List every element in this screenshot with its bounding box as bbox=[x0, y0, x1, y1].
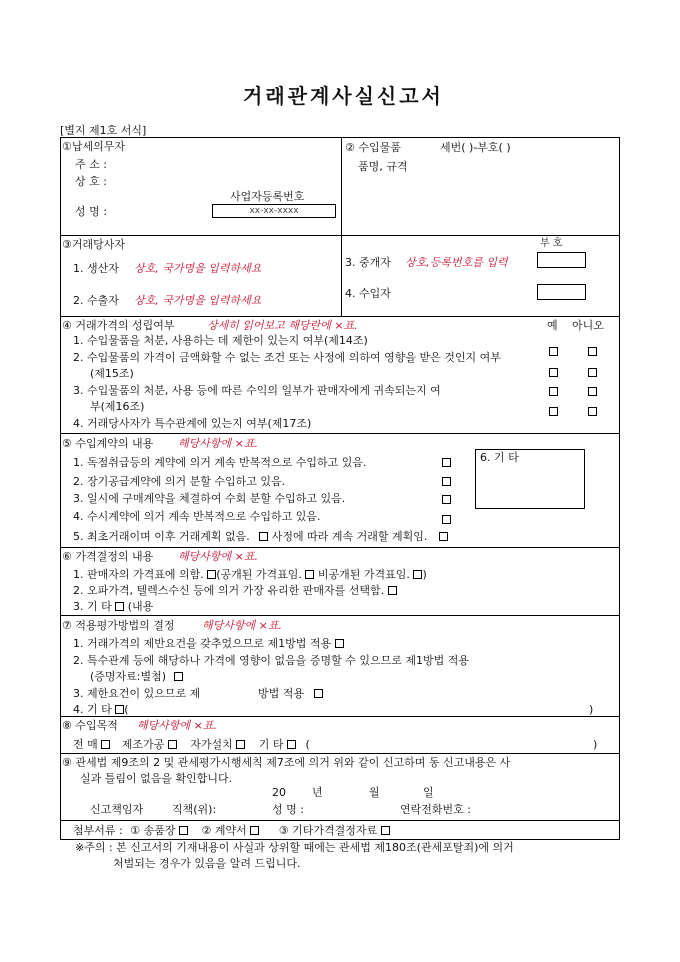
checkbox[interactable] bbox=[549, 407, 558, 416]
pricing-l1b: (공개된 가격표임. bbox=[216, 568, 302, 581]
checkbox[interactable] bbox=[388, 586, 397, 595]
note-line-2: 처벌되는 경우가 있음을 알려 드립니다. bbox=[113, 857, 301, 870]
divider bbox=[341, 137, 342, 235]
checkbox[interactable] bbox=[314, 689, 323, 698]
contract-item-5 bbox=[73, 530, 448, 544]
checkbox[interactable] bbox=[549, 347, 558, 356]
company-label: 상 호 : bbox=[75, 175, 107, 188]
attach-label: 첨부서류 : bbox=[73, 824, 123, 837]
checkbox[interactable] bbox=[588, 387, 597, 396]
checkbox[interactable] bbox=[442, 495, 451, 504]
pricing-hint: 해당사항에 ×표. bbox=[178, 550, 258, 563]
date-day-label: 일 bbox=[423, 786, 434, 799]
contract-item-5b: 사정에 따라 계속 거래할 계획임. bbox=[271, 530, 428, 543]
checkbox[interactable] bbox=[168, 740, 177, 749]
contract-item: 3. 일시에 구매계약을 체결하여 수회 분할 수입하고 있음. bbox=[73, 492, 346, 505]
attach-other: ③ 기타가격결정자료 bbox=[278, 824, 378, 837]
broker-code-field[interactable] bbox=[537, 252, 586, 268]
transaction-item: 3. 수입물품의 처분, 사용 등에 따른 수익의 일부가 판매자에게 귀속되는지 여 bbox=[73, 384, 441, 397]
contract-hint: 해당사항에 ×표. bbox=[178, 437, 258, 450]
pricing-l3b: (내용 bbox=[127, 600, 154, 613]
attach-invoice: ① 송품장 bbox=[130, 824, 176, 837]
divider bbox=[60, 716, 620, 717]
goods-header: ② 수입물품 bbox=[345, 141, 401, 154]
page-title: 거래관계사실신고서 bbox=[243, 84, 444, 108]
exporter-label: 2. 수출자 bbox=[73, 294, 119, 307]
date-month-label: 월 bbox=[369, 786, 380, 799]
valuation-line-2b bbox=[90, 670, 183, 684]
valuation-l4: 4. 기 타 bbox=[73, 703, 112, 716]
checkbox[interactable] bbox=[442, 477, 451, 486]
divider bbox=[60, 820, 620, 821]
checkbox[interactable] bbox=[588, 347, 597, 356]
importer-label: 4. 수입자 bbox=[345, 287, 391, 300]
checkbox[interactable] bbox=[207, 570, 216, 579]
importer-code-field[interactable] bbox=[537, 284, 586, 300]
checkbox[interactable] bbox=[305, 570, 314, 579]
checkbox[interactable] bbox=[236, 740, 245, 749]
checkbox[interactable] bbox=[335, 639, 344, 648]
valuation-close: ) bbox=[589, 703, 594, 716]
purpose-header: ⑧ 수입목적 bbox=[62, 719, 118, 732]
purpose-options bbox=[73, 738, 310, 752]
pricing-l1d: ) bbox=[422, 568, 427, 581]
purpose-own-use: 자가설치 bbox=[190, 738, 233, 751]
broker-label: 3. 중개자 bbox=[345, 256, 391, 269]
biz-reg-value: xx-xx-xxxx bbox=[249, 206, 299, 216]
date-year-prefix: 20 bbox=[272, 786, 286, 799]
taxpayer-header: ①납세의무자 bbox=[62, 140, 125, 153]
name-label: 성 명 : bbox=[75, 205, 107, 218]
transaction-item: 2. 수입물품의 가격이 금액화할 수 없는 조건 또는 사정에 의하여 영향을 받은 것인지 여부 bbox=[73, 351, 501, 364]
exporter-hint[interactable]: 상호, 국가명을 입력하세요 bbox=[134, 294, 262, 307]
no-label: 아니오 bbox=[572, 319, 604, 332]
transaction-item: 4. 거래당사자가 특수관계에 있는지 여부(제17조) bbox=[73, 417, 312, 430]
biz-reg-label: 사업자등록번호 bbox=[230, 190, 305, 203]
spec-label: 품명, 규격 bbox=[358, 160, 408, 173]
valuation-header: ⑦ 적용평가방법의 결정 bbox=[62, 619, 175, 632]
pricing-line-1 bbox=[73, 568, 427, 582]
producer-hint[interactable]: 상호, 국가명을 입력하세요 bbox=[134, 262, 262, 275]
pricing-line-3 bbox=[73, 600, 153, 614]
purpose-hint: 해당사항에 ×표. bbox=[137, 719, 217, 732]
purpose-process: 제조가공 bbox=[121, 738, 165, 751]
pricing-l1c: 비공개된 가격표임. bbox=[317, 568, 410, 581]
divider bbox=[60, 753, 620, 754]
valuation-l3b: 방법 적용 bbox=[258, 687, 305, 700]
purpose-resale: 전 매 bbox=[73, 738, 98, 751]
checkbox[interactable] bbox=[549, 387, 558, 396]
valuation-line-3b bbox=[258, 687, 323, 701]
pricing-line-2 bbox=[73, 584, 397, 598]
checkbox[interactable] bbox=[250, 826, 259, 835]
pricing-header: ⑥ 가격결정의 내용 bbox=[62, 550, 154, 563]
valuation-line-1 bbox=[73, 637, 344, 651]
other-label: 6. 기 타 bbox=[480, 451, 519, 464]
valuation-hint: 해당사항에 ×표. bbox=[202, 619, 282, 632]
code-header: 부 호 bbox=[540, 238, 563, 249]
date-year-label: 년 bbox=[312, 786, 323, 799]
contract-item: 1. 독점취급등의 계약에 의거 계속 반복적으로 수입하고 있음. bbox=[73, 456, 367, 469]
divider bbox=[60, 235, 620, 236]
attach-contract: ② 계약서 bbox=[201, 824, 247, 837]
transaction-item: 1. 수입물품을 처분, 사용하는 데 제한이 있는지 여부(제14조) bbox=[73, 334, 368, 347]
signer-label: 신고책임자 bbox=[90, 803, 144, 816]
transaction-item: (제15조) bbox=[90, 367, 134, 380]
contract-item: 4. 수시계약에 의거 계속 반복적으로 수입하고 있음. bbox=[73, 510, 321, 523]
transaction-item: 부(제16조) bbox=[90, 400, 145, 413]
contract-item: 2. 장기공급계약에 의거 분할 수입하고 있음. bbox=[73, 475, 286, 488]
valuation-l3a: 3. 제한요건이 있으므로 제 bbox=[73, 687, 201, 700]
divider bbox=[60, 615, 620, 616]
purpose-paren-open: ( bbox=[305, 738, 310, 751]
form-label: [별지 제1호 서식] bbox=[60, 124, 147, 137]
purpose-paren-close: ) bbox=[593, 738, 598, 751]
divider bbox=[341, 235, 342, 316]
note-line-1: ※주의 : 본 신고서의 기재내용이 사실과 상위할 때에는 관세법 제180조(관세포탈죄)에 의거 bbox=[75, 841, 514, 854]
divider bbox=[60, 547, 620, 548]
transaction-header: ④ 거래가격의 성립여부 bbox=[62, 319, 175, 332]
checkbox[interactable] bbox=[381, 826, 390, 835]
position-label: 직책(위): bbox=[172, 803, 217, 816]
broker-hint[interactable]: 상호,등록번호를 입력 bbox=[405, 256, 508, 269]
phone-label: 연락전화번호 : bbox=[400, 803, 471, 816]
producer-label: 1. 생산자 bbox=[73, 262, 119, 275]
checkbox[interactable] bbox=[179, 826, 188, 835]
hs-code: 세번( )-부호( ) bbox=[440, 141, 511, 154]
checkbox[interactable] bbox=[442, 515, 451, 524]
declaration-text-1: ⑨ 관세법 제9조의 2 및 관세평가시행세칙 제7조에 의거 위와 같이 신고하며 동 신고내용은 사 bbox=[62, 756, 511, 769]
checkbox[interactable] bbox=[588, 368, 597, 377]
checkbox[interactable] bbox=[259, 532, 268, 541]
contract-item-5a: 5. 최초거래이며 이후 거래계획 없음. bbox=[73, 530, 250, 543]
valuation-l1: 1. 거래가격의 제반요건을 갖추었으므로 제1방법 적용 bbox=[73, 637, 332, 650]
checkbox[interactable] bbox=[101, 740, 110, 749]
valuation-line-4 bbox=[73, 703, 129, 717]
transaction-hint: 상세히 읽어보고 해당란에 ×표. bbox=[207, 319, 358, 332]
signer-name-label: 성 명 : bbox=[272, 803, 304, 816]
yes-label: 예 bbox=[547, 319, 558, 332]
pricing-l3: 3. 기 타 bbox=[73, 600, 112, 613]
pricing-l2: 2. 오파가격, 텔렉스수신 등에 의거 가장 유리한 판매자를 선택함. bbox=[73, 584, 385, 597]
valuation-l4b: ( bbox=[124, 703, 129, 716]
valuation-l2: 2. 특수관계 등에 해당하나 가격에 영향이 없음을 증명할 수 있으므로 제1방법 적용 bbox=[73, 654, 469, 667]
parties-header: ③거래당사자 bbox=[62, 238, 125, 251]
checkbox[interactable] bbox=[287, 740, 296, 749]
checkbox[interactable] bbox=[115, 602, 124, 611]
valuation-l2b: (증명자료:별첨) bbox=[90, 670, 167, 683]
purpose-other: 기 타 bbox=[258, 738, 284, 751]
attachments bbox=[73, 824, 390, 838]
contract-header: ⑤ 수입계약의 내용 bbox=[62, 437, 154, 450]
checkbox[interactable] bbox=[442, 458, 451, 467]
checkbox[interactable] bbox=[549, 368, 558, 377]
address-label: 주 소 : bbox=[75, 158, 107, 171]
checkbox[interactable] bbox=[439, 532, 448, 541]
checkbox[interactable] bbox=[588, 407, 597, 416]
divider bbox=[60, 433, 620, 434]
pricing-l1a: 1. 판매자의 가격표에 의함. bbox=[73, 568, 204, 581]
declaration-text-2: 실과 틀림이 없음을 확인합니다. bbox=[80, 772, 233, 785]
checkbox[interactable] bbox=[115, 705, 124, 714]
divider bbox=[60, 316, 620, 317]
checkbox[interactable] bbox=[174, 672, 183, 681]
